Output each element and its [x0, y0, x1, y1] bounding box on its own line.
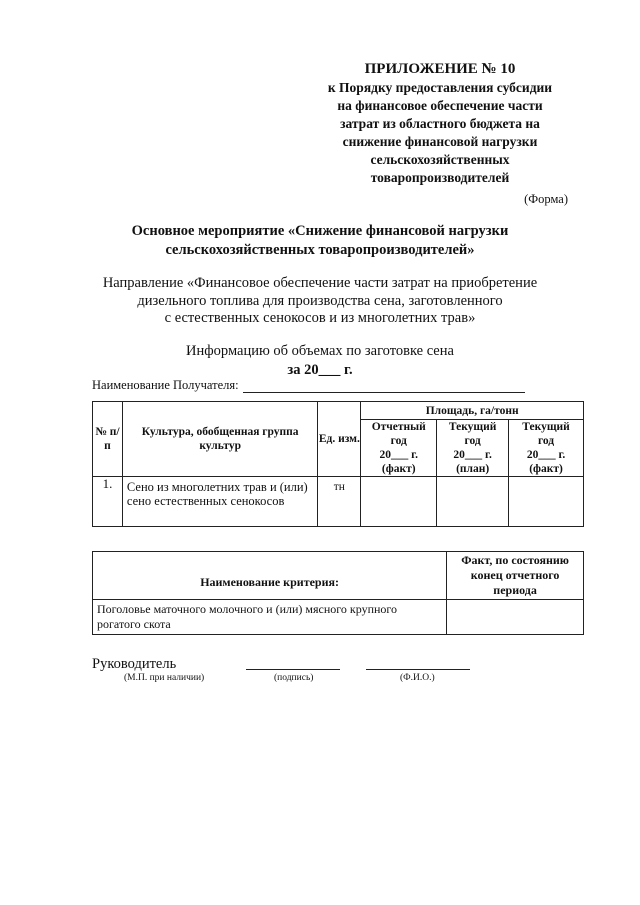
col-header-report-year: Отчетный год 20___ г. (факт): [361, 420, 437, 477]
col-header-culture: Культура, обобщенная группа культур: [122, 402, 317, 477]
info-heading: [0, 342, 640, 380]
col-header-criteria: Наименование критерия:: [93, 552, 447, 600]
appendix-line: товаропроизводителей: [370, 170, 510, 185]
col-header-current-plan: Текущий год 20___ г. (план): [437, 420, 509, 477]
info-line: Информацию об объемах по заготовке сена: [186, 343, 454, 359]
appendix-line: к Порядку предоставления субсидии: [327, 80, 553, 95]
row-num: 1.: [93, 477, 123, 527]
measure-title: [0, 222, 640, 260]
measure-line: Основное мероприятие «Снижение финансовой нагрузки: [131, 223, 509, 239]
signature-line[interactable]: [246, 668, 340, 670]
direction-line: с естественных сенокосов и из многолетних трав»: [164, 310, 476, 326]
row-unit: тн: [318, 477, 361, 527]
cell-current-plan[interactable]: [437, 477, 509, 527]
col-header-num: № п/п: [93, 402, 123, 477]
criteria-table: [92, 551, 584, 635]
col-header-unit: Ед. изм.: [318, 402, 361, 477]
table-row: [93, 477, 584, 527]
direction-text: [0, 275, 640, 328]
criteria-name: Поголовье маточного молочного и (или) мясного крупного рогатого скота: [93, 600, 447, 635]
appendix-title: ПРИЛОЖЕНИЕ № 10: [364, 61, 516, 77]
recipient-label: Наименование Получателя:: [92, 378, 239, 392]
info-year: за 20___ г.: [287, 362, 353, 378]
appendix-line: снижение финансовой нагрузки: [342, 134, 538, 149]
cell-current-fact[interactable]: [509, 477, 584, 527]
col-header-fact: Факт, по состоянию конец отчетного периода: [447, 552, 584, 600]
fio-caption: (Ф.И.О.): [400, 673, 435, 683]
signature-caption: (подпись): [274, 673, 314, 683]
fio-line[interactable]: [366, 668, 470, 670]
measure-line: сельскохозяйственных товаропроизводителей»: [165, 242, 475, 258]
area-table: [92, 401, 584, 527]
stamp-caption: (М.П. при наличии): [124, 673, 205, 683]
form-note: (Форма): [524, 192, 568, 206]
table-row: [93, 600, 584, 635]
appendix-line: затрат из областного бюджета на: [340, 116, 540, 131]
col-header-area: Площадь, га/тонн: [361, 402, 584, 420]
appendix-line: на финансовое обеспечение части: [337, 98, 543, 113]
signature-head-label: Руководитель: [92, 656, 177, 672]
criteria-fact-cell[interactable]: [447, 600, 584, 635]
cell-report-year[interactable]: [361, 477, 437, 527]
appendix-header: [290, 60, 590, 187]
recipient-field[interactable]: [243, 380, 525, 393]
appendix-line: сельскохозяйственных: [370, 152, 510, 167]
recipient-row: [92, 378, 525, 393]
direction-line: Направление «Финансовое обеспечение части затрат на приобретение: [102, 275, 538, 291]
row-culture: Сено из многолетних трав и (или) сено естественных сенокосов: [122, 477, 317, 527]
direction-line: дизельного топлива для производства сена, заготовленного: [137, 292, 503, 309]
col-header-current-fact: Текущий год 20___ г. (факт): [509, 420, 584, 477]
